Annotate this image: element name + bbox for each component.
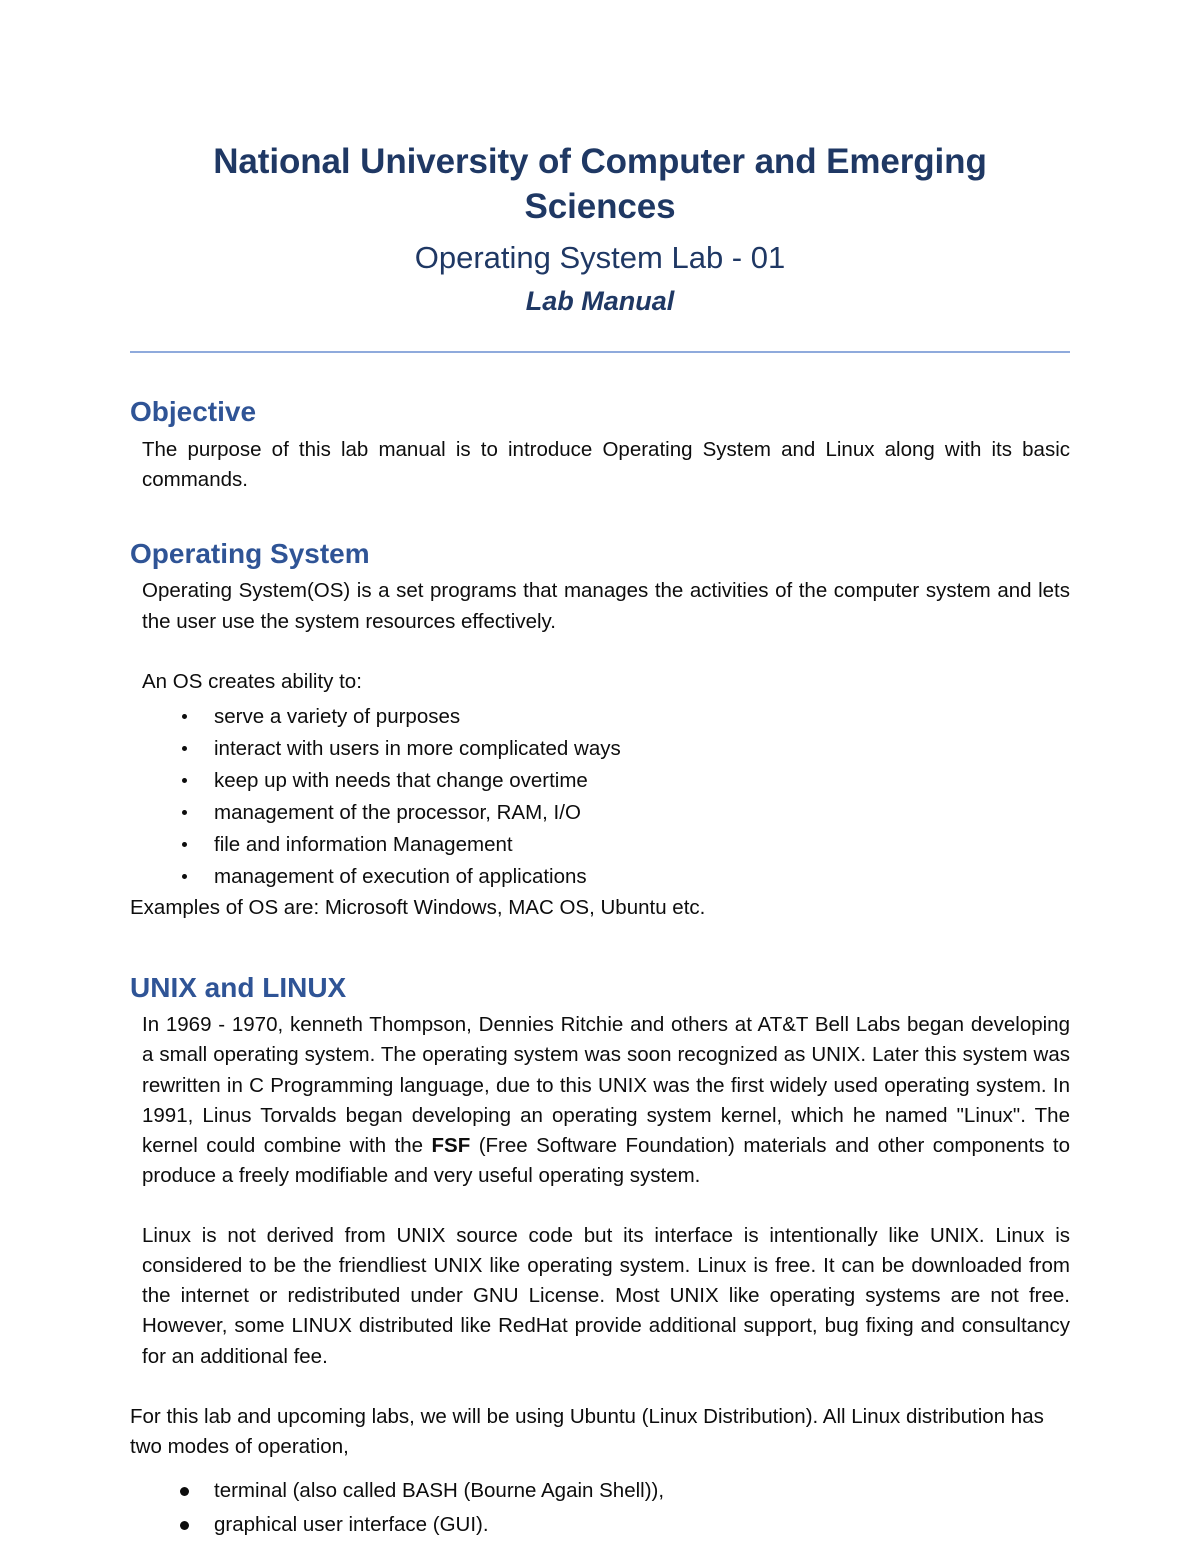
section-heading-operating-system: Operating System: [130, 537, 370, 569]
list-item: keep up with needs that change overtime: [178, 765, 1070, 797]
unix-paragraph-1-part-2: (Free Software Foundation) materials and other components to produce a freely modifiable and very useful operating system.: [142, 1133, 1070, 1187]
operating-system-ability-list: [130, 701, 1070, 893]
paragraph-spacer: [130, 1191, 1070, 1221]
section-operating-system: [130, 537, 1070, 923]
list-item: terminal (also called BASH (Bourne Again Shell)),: [178, 1474, 1070, 1508]
operating-system-paragraph-1: Operating System(OS) is a set programs that manages the activities of the computer system and lets the user use the system resources effectively.: [142, 579, 1070, 633]
list-item: management of the processor, RAM, I/O: [178, 797, 1070, 829]
linux-modes-list: [130, 1474, 1070, 1542]
list-item: management of execution of applications: [178, 861, 1070, 893]
list-item: interact with users in more complicated ways: [178, 733, 1070, 765]
objective-paragraph: The purpose of this lab manual is to introduce Operating System and Linux along with its basic commands.: [142, 437, 1070, 491]
unix-paragraph-1-bold-term: FSF: [431, 1133, 471, 1157]
operating-system-examples: Examples of OS are: Microsoft Windows, MAC OS, Ubuntu etc.: [130, 895, 706, 919]
unix-paragraph-3: For this lab and upcoming labs, we will be using Ubuntu (Linux Distribution). All Linux distribution has two modes of operation,: [130, 1404, 1044, 1458]
operating-system-paragraph-2: An OS creates ability to:: [142, 669, 362, 693]
section-heading-unix-and-linux: UNIX and LINUX: [130, 971, 347, 1003]
page-subsubtitle: Lab Manual: [525, 285, 675, 316]
unix-paragraph-1-part-1: In 1969 - 1970, kenneth Thompson, Dennies Ritchie and others at AT&T Bell Labs began developing a small operating system. The operating system was soon recognized as UNIX. Later this system was rewritten in C Programming language, due to this UNIX was the first widely used operating system. In 1991, Linus Torvalds began developing an operating system kernel, which he named "Linux". The kernel could combine with the: [142, 1013, 1070, 1157]
paragraph-spacer: [130, 1372, 1070, 1402]
section-heading-objective: Objective: [130, 395, 257, 427]
document-header: [130, 0, 1070, 353]
list-item: file and information Management: [178, 829, 1070, 861]
paragraph-spacer: [130, 637, 1070, 667]
page-subtitle: Operating System Lab - 01: [414, 239, 786, 275]
unix-paragraph-2: Linux is not derived from UNIX source code but its interface is intentionally like UNIX. Linux is considered to be the friendliest UNIX like operating system. Linux is free. It can be downloaded from the internet or redistributed under GNU License. Most UNIX like operating systems are not free. However, some LINUX distributed like RedHat provide additional support, bug fixing and consultancy for an additional fee.: [142, 1224, 1070, 1368]
list-item: serve a variety of purposes: [178, 701, 1070, 733]
section-unix-and-linux: [130, 971, 1070, 1542]
header-divider: [130, 351, 1070, 353]
list-item: graphical user interface (GUI).: [178, 1508, 1070, 1542]
unix-paragraph-1: [130, 1010, 1070, 1191]
section-objective: [130, 395, 1070, 495]
page-title: National University of Computer and Emerging Sciences: [213, 142, 987, 226]
